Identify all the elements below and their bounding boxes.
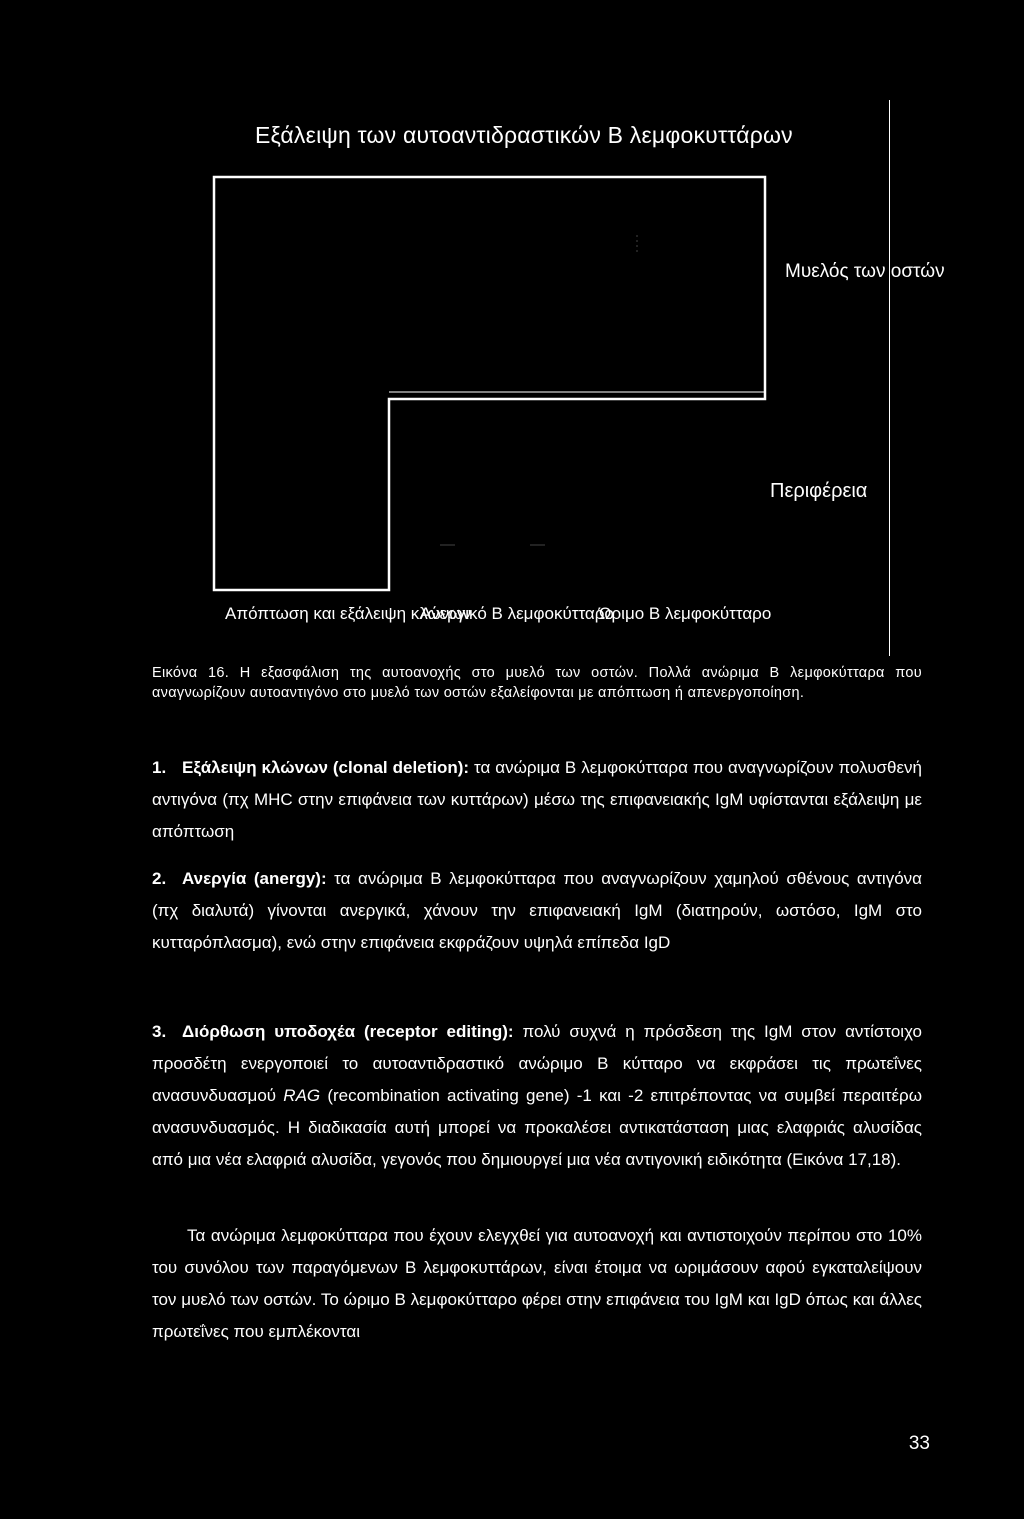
diagram-outline [214, 177, 765, 590]
item-number: 1. [152, 758, 167, 777]
item-number: 3. [152, 1022, 167, 1041]
list-item [152, 863, 922, 959]
closing-paragraph: Τα ανώριμα λεμφοκύτταρα που έχουν ελεγχθεί για αυτοανοχή και αντιστοιχούν περίπου στο 10% του συνόλου των παραγόμενων Β λεμφοκυττάρων, είναι έτοιμα να ωριμάσουν αφού εγκαταλείψουν τον μυελό των οστών. Το ώριμο Β λεμφοκύτταρο φέρει στην επιφάνεια του IgM και IgD όπως και άλλες πρωτεΐνες που εμπλέκονται [152, 1226, 922, 1341]
figure-caption: Εικόνα 16. Η εξασφάλιση της αυτοανοχής στο μυελό των οστών. Πολλά ανώριμα Β λεμφοκύτταρα που αναγνωρίζουν αυτοαντιγόνο στο μυελό των οστών εξαλείφονται με απόπτωση ή απενεργοποίηση. [152, 665, 922, 701]
item-term: Εξάλειψη κλώνων (clonal deletion): [182, 758, 470, 777]
bone-marrow-label: Μυελός των οστών [785, 261, 945, 282]
item-text: πολύ συχνά η πρόσδεση της IgM στον αντίστοιχο προσδέτη ενεργοποιεί το αυτοαντιδραστικό ανώριμο Β κύτταρο να εκφράσει τις πρωτεΐνες ανασυνδυασμού [152, 1022, 923, 1105]
item-number: 2. [152, 869, 167, 888]
item-text: τα ανώριμα Β λεμφοκύτταρα που αναγνωρίζουν χαμηλού σθένους αντιγόνα (πχ διαλυτά) γίνονται ανεργικά, χάνουν την επιφανειακή IgM (διατηρούν, ωστόσο, IgM στο κυτταρόπλασμα), ενώ στην επιφάνεια εκφράζουν υψηλά επίπεδα IgD [152, 869, 922, 952]
stage-label-anergic: Ανεργικό Β λεμφοκύτταρο [420, 604, 614, 623]
item-italic-term: RAG [283, 1086, 321, 1105]
item-text: (recombination activating gene) -1 και -2 επιτρέποντας να συμβεί περαιτέρω ανασυνδυασμός. Η διαδικασία αυτή μπορεί να προκαλέσει αντικατάσταση μιας ελαφριάς αλυσίδας από μια νέα ελαφριά αλυσίδα, γεγονός που δημιουργεί μια νέα αντιγονική ειδικότητα (Εικόνα 17,18). [152, 1086, 922, 1169]
figure-title: Εξάλειψη των αυτοαντιδραστικών Β λεμφοκυττάρων [255, 122, 793, 148]
item-term: Ανεργία (anergy): [182, 869, 327, 888]
page-number: 33 [908, 1433, 930, 1454]
periphery-label: Περιφέρεια [770, 480, 868, 502]
figure-diagram [0, 0, 1024, 660]
stage-label-apoptosis: Απόπτωση και εξάλειψη κλώνων [225, 604, 472, 623]
stage-label-mature: Ώριμο Β λεμφοκύτταρο [598, 604, 772, 623]
list-item [152, 1016, 922, 1176]
list-item [152, 752, 922, 848]
item-text: τα ανώριμα Β λεμφοκύτταρα που αναγνωρίζουν πολυσθενή αντιγόνα (πχ MHC στην επιφάνεια των κυττάρων) μέσω της επιφανειακής IgM υφίστανται εξάλειψη με απόπτωση [152, 758, 922, 841]
item-term: Διόρθωση υποδοχέα (receptor editing): [182, 1022, 514, 1041]
